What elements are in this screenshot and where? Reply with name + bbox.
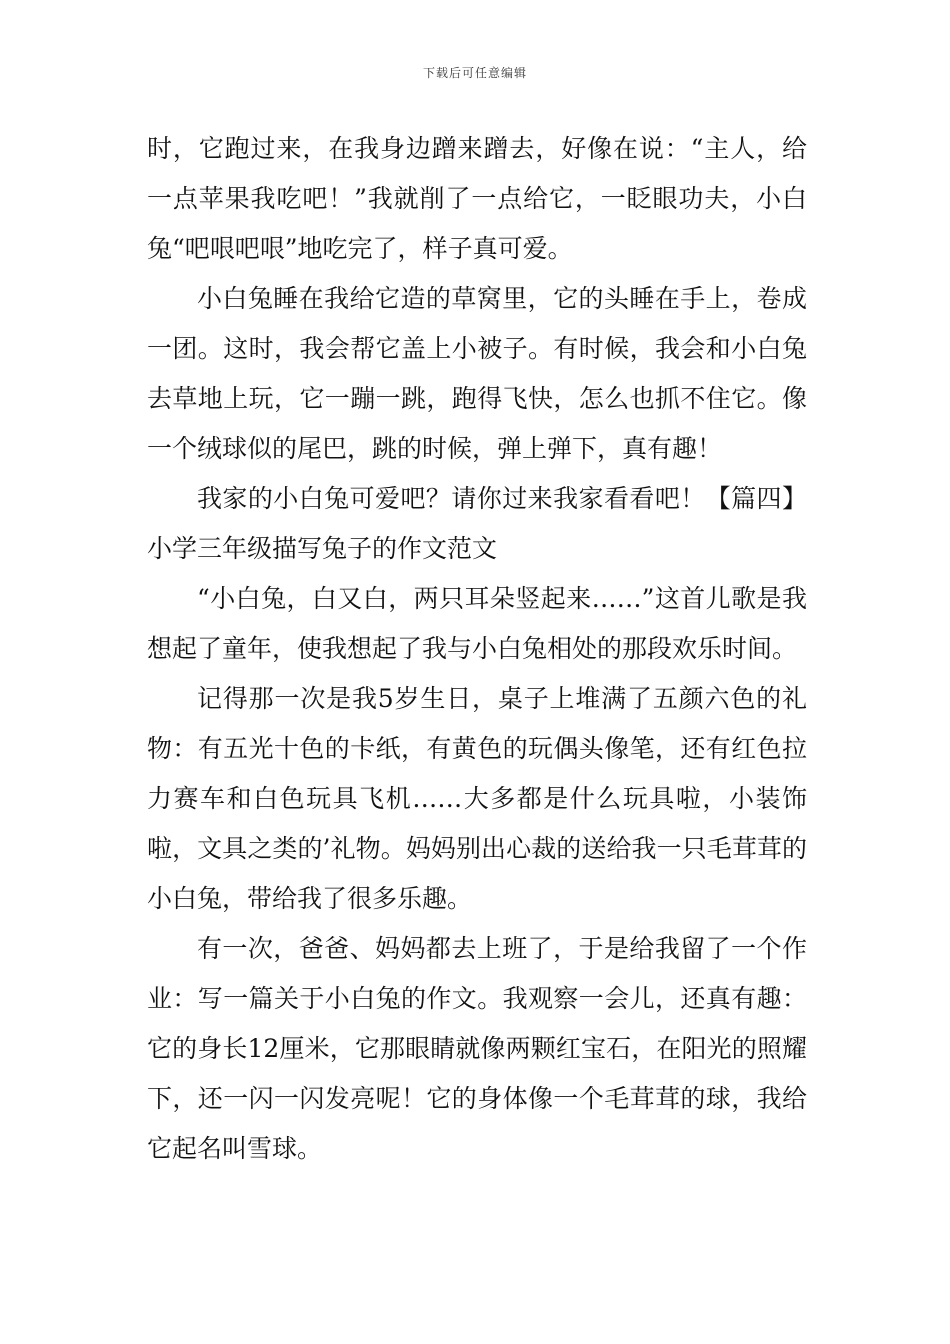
paragraph-birthday: 记得那一次是我5岁生日，桌子上堆满了五颜六色的礼物：有五光十色的卡纸，有黄色的玩偶头像笔，还有红色拉力赛车和白色玩具飞机……大多都是什么玩具啦，小装饰啦，文具之类的’礼物。妈妈别出心裁的送给我一只毛茸茸的小白兔，带给我了很多乐趣。: [147, 684, 807, 913]
paragraph-observation: 有一次，爸爸、妈妈都去上班了，于是给我留了一个作业：写一篇关于小白兔的作文。我观察一会儿，还真有趣：它的身长12厘米，它那眼睛就像两颗红宝石，在阳光的照耀下，还一闪一闪发亮呢！它的身体像一个毛茸茸的球，我给它起名叫雪球。: [147, 934, 807, 1163]
page-header-note: 下载后可任意编辑: [422, 66, 527, 80]
paragraph-invitation-and-heading: 我家的小白兔可爱吧？请你过来我家看看吧！【篇四】小学三年级描写兔子的作文范文: [147, 484, 807, 563]
paragraph-sleeping-rabbit: 小白兔睡在我给它造的草窝里，它的头睡在手上，卷成一团。这时，我会帮它盖上小被子。有时候，我会和小白兔去草地上玩，它一蹦一跳，跑得飞快，怎么也抓不住它。像一个绒球似的尾巴，跳的时候，弹上弹下，真有趣！: [147, 284, 807, 463]
document-body: [147, 124, 807, 1174]
paragraph-nursery-rhyme: “小白兔，白又白，两只耳朵竖起来……”这首儿歌是我想起了童年，使我想起了我与小白兔相处的那段欢乐时间。: [147, 584, 807, 663]
paragraph-continued: 时，它跑过来，在我身边蹭来蹭去，好像在说：“主人，给一点苹果我吃吧！”我就削了一点给它，一眨眼功夫，小白兔“吧哏吧哏”地吃完了，样子真可爱。: [147, 134, 807, 263]
